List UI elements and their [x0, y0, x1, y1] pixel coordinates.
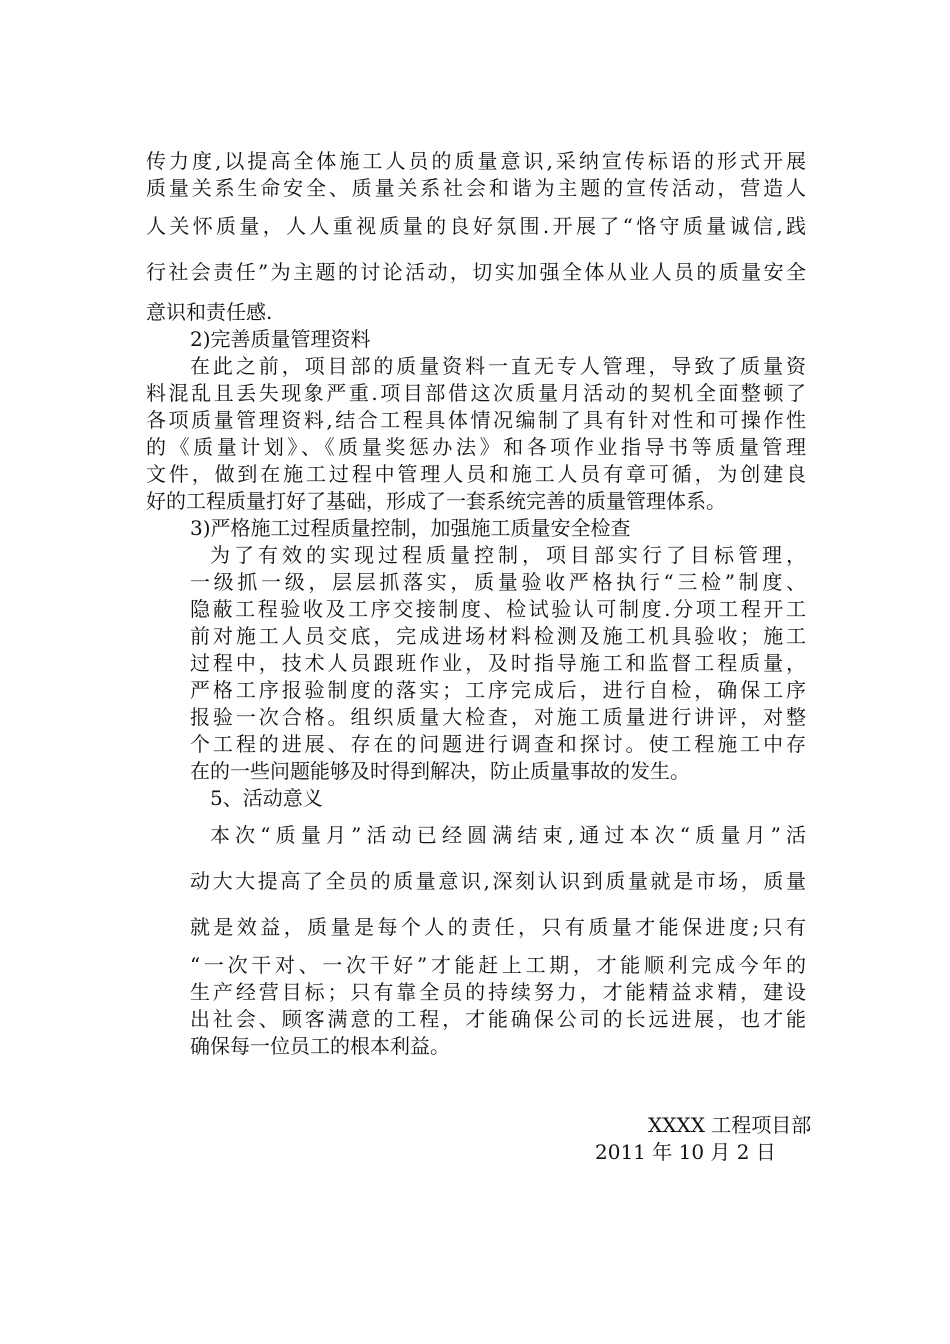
section-heading: 2)完善质量管理资料: [190, 327, 371, 351]
body-line: 质量关系生命安全、质量关系社会和谐为主题的宣传活动，营造人: [146, 176, 806, 200]
body-line: 确保每一位员工的根本利益。: [190, 1034, 450, 1058]
signature-org: XXXX 工程项目部: [648, 1113, 812, 1137]
body-line: 动大大提高了全员的质量意识,深刻认识到质量就是市场，质量: [190, 869, 806, 893]
body-line: 隐蔽工程验收及工序交接制度、检试验认可制度.分项工程开工: [190, 597, 806, 621]
body-line: 的《质量计划》、《质量奖惩办法》和各项作业指导书等质量管理: [146, 435, 806, 459]
body-line: 报验一次合格。组织质量大检查，对施工质量进行讲评，对整: [190, 705, 806, 729]
body-line: 本次“质量月”活动已经圆满结束,通过本次“质量月”活: [210, 823, 806, 847]
body-line: 过程中，技术人员跟班作业，及时指导施工和监督工程质量，: [190, 651, 806, 675]
body-line: 人关怀质量，人人重视质量的良好氛围.开展了“恪守质量诚信,践: [146, 214, 806, 238]
body-line: 为了有效的实现过程质量控制，项目部实行了目标管理，: [210, 543, 806, 567]
body-line: 在此之前，项目部的质量资料一直无专人管理，导致了质量资: [190, 354, 806, 378]
section-heading: 5、活动意义: [210, 786, 323, 810]
body-line: 传力度,以提高全体施工人员的质量意识,采纳宣传标语的形式开展: [146, 149, 806, 173]
body-line: 文件，做到在施工过程中管理人员和施工人员有章可循，为创建良: [146, 462, 806, 486]
body-line: 前对施工人员交底，完成进场材料检测及施工机具验收；施工: [190, 624, 806, 648]
signature-date: 2011 年 10 月 2 日: [595, 1140, 776, 1164]
body-line: 个工程的进展、存在的问题进行调查和探讨。使工程施工中存: [190, 732, 806, 756]
body-line: 料混乱且丢失现象严重.项目部借这次质量月活动的契机全面整顿了: [146, 381, 806, 405]
body-line: “一次干对、一次干好”才能赶上工期，才能顺利完成今年的: [190, 953, 806, 977]
body-line: 好的工程质量打好了基础，形成了一套系统完善的质量管理体系。: [146, 489, 726, 513]
section-heading: 3)严格施工过程质量控制，加强施工质量安全检查: [190, 516, 631, 540]
body-line: 行社会责任”为主题的讨论活动，切实加强全体从业人员的质量安全: [146, 260, 806, 284]
body-line: 各项质量管理资料,结合工程具体情况编制了具有针对性和可操作性: [146, 408, 806, 432]
body-line: 一级抓一级，层层抓落实，质量验收严格执行“三检”制度、: [190, 570, 806, 594]
body-line: 出社会、顾客满意的工程，才能确保公司的长远进展，也才能: [190, 1007, 806, 1031]
body-line: 严格工序报验制度的落实；工序完成后，进行自检，确保工序: [190, 678, 806, 702]
body-line: 就是效益，质量是每个人的责任，只有质量才能保进度;只有: [190, 915, 806, 939]
body-line: 在的一些问题能够及时得到解决，防止质量事故的发生。: [190, 759, 690, 783]
body-line: 生产经营目标；只有靠全员的持续努力，才能精益求精，建设: [190, 980, 806, 1004]
body-line: 意识和责任感.: [146, 300, 273, 324]
